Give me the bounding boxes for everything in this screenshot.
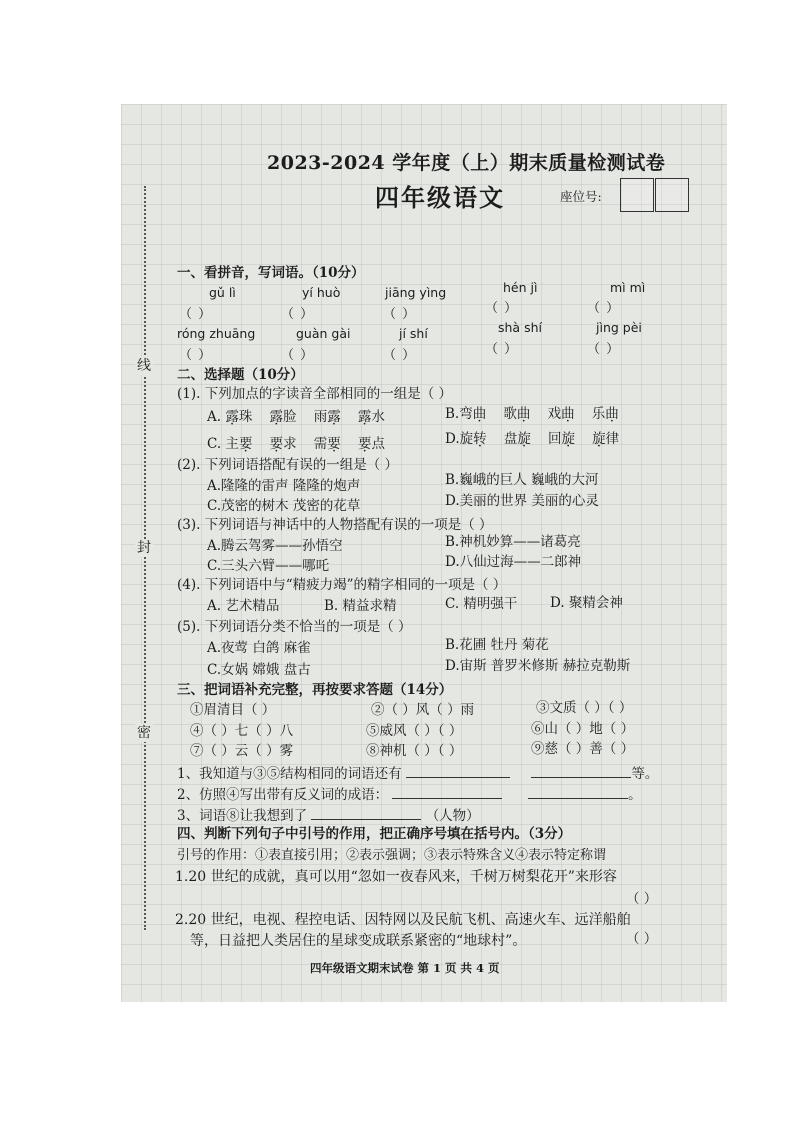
char: 点 <box>371 436 385 452</box>
section4-heading: 四、判断下列句子中引号的作用，把正确序号填在括号内。（3分） <box>177 826 572 842</box>
dotted-char: 旋 <box>517 431 531 447</box>
question-text: 1、我知道与③⑤结构相同的词语还有 <box>177 766 402 782</box>
option-label: B.弯 <box>445 406 473 422</box>
pinyin: jìng pèi <box>596 320 642 335</box>
option-a[interactable] <box>207 408 385 426</box>
section3-question-1 <box>177 763 658 783</box>
option-c[interactable]: C.三头六臂——哪吒 <box>207 558 330 574</box>
section3-heading: 三、把词语补充完整，再按要求答题（14分） <box>177 682 453 698</box>
answer-blank[interactable]: （ ） <box>485 301 519 316</box>
answer-blank[interactable]: （ ） <box>179 307 213 322</box>
pinyin: jí shí <box>399 326 428 341</box>
answer-line[interactable] <box>392 784 502 799</box>
dotted-char: 曲 <box>516 406 531 422</box>
dotted-char: 要 <box>357 436 372 452</box>
question-stem: (1). 下列加点的字读音全部相同的一组是（ ） <box>177 386 452 402</box>
char: 律 <box>605 431 620 447</box>
quote-legend: 引号的作用：①表直接引用；②表示强调；③表示特殊含义④表示特定称谓 <box>177 848 607 863</box>
option-d[interactable]: D.宙斯 普罗米修斯 赫拉克勒斯 <box>445 658 631 674</box>
option-c[interactable]: C. 精明强干 <box>445 596 518 612</box>
pinyin: yí huò <box>302 285 341 300</box>
dotted-char: 露 <box>357 409 372 425</box>
answer-paren[interactable]: （ ） <box>626 931 658 947</box>
dotted-char: 要 <box>327 436 341 452</box>
idiom-blank[interactable]: ③文质（ ）（ ） <box>536 700 633 716</box>
option-b[interactable] <box>445 405 619 423</box>
answer-blank[interactable]: （ ） <box>383 307 417 322</box>
pinyin: gǔ lì <box>209 285 236 300</box>
char: 脸 <box>283 409 297 425</box>
answer-blank[interactable]: （ ） <box>281 307 315 322</box>
idiom-blank[interactable]: ②（ ）风（ ）雨 <box>371 702 475 718</box>
dotted-char: 露 <box>327 409 341 425</box>
idiom-blank[interactable]: ⑦（ ）云（ ）雾 <box>190 743 294 759</box>
dotted-char: 要 <box>269 436 284 452</box>
dotted-char: 旋 <box>561 431 575 447</box>
idiom-blank[interactable]: ⑨慈（ ）善（ ） <box>531 741 635 757</box>
option-label: A. <box>207 409 222 425</box>
question-stem: (5). 下列词语分类不恰当的一项是（ ） <box>177 619 412 635</box>
answer-line[interactable] <box>528 784 628 799</box>
section2-heading: 二、选择题（10分） <box>177 367 304 383</box>
option-c[interactable]: C.女娲 嫦娥 盘古 <box>207 662 311 678</box>
idiom-blank[interactable]: ④（ ）七（ ）八 <box>190 723 294 739</box>
dotted-char: 露 <box>225 409 239 425</box>
question-end: 等。 <box>631 766 659 782</box>
binding-label-xian: 线 <box>137 358 151 374</box>
answer-blank[interactable]: （ ） <box>383 348 417 363</box>
option-a[interactable]: A. 艺术精品 <box>207 598 280 614</box>
seat-number-label: 座位号: <box>560 189 602 204</box>
answer-line[interactable] <box>311 805 421 820</box>
option-a[interactable]: A.夜莺 白鸽 麻雀 <box>207 640 311 656</box>
option-b[interactable]: B. 精益求精 <box>324 598 397 614</box>
char: 回 <box>547 431 562 447</box>
option-d[interactable]: D. 聚精会神 <box>550 595 623 611</box>
exam-subject: 四年级语文 <box>375 183 505 212</box>
char: 珠 <box>238 409 253 425</box>
question-text: 2、仿照④写出带有反义词的成语： <box>177 787 389 803</box>
dotted-char: 曲 <box>472 406 487 422</box>
idiom-blank[interactable]: ①眉清目（ ） <box>190 702 276 718</box>
option-label: D.旋 <box>445 431 474 447</box>
dotted-char: 转 <box>473 431 487 447</box>
answer-blank[interactable]: （ ） <box>587 301 621 316</box>
pinyin: guàn gài <box>296 326 351 341</box>
section1-heading: 一、看拼音，写词语。（10分） <box>177 265 365 281</box>
option-a[interactable]: A.腾云驾雾——孙悟空 <box>207 538 343 554</box>
exam-title: 2023-2024 学年度（上）期末质量检测试卷 <box>267 152 666 174</box>
answer-blank[interactable]: （ ） <box>485 342 519 357</box>
pinyin: jiāng yìng <box>385 285 447 300</box>
question-end: 。 <box>628 787 642 803</box>
option-a[interactable]: A.隆隆的雷声 隆隆的炮声 <box>207 478 361 494</box>
option-c[interactable]: C.茂密的树木 茂密的花草 <box>207 498 361 514</box>
question-stem: (4). 下列词语中与“精疲力竭”的精字相同的一项是（ ） <box>177 577 507 593</box>
binding-label-feng: 封 <box>137 540 151 556</box>
dotted-char: 曲 <box>561 406 575 422</box>
option-b[interactable]: B.神机妙算——诸葛亮 <box>445 534 581 550</box>
char: 乐 <box>591 406 606 422</box>
question-stem: (3). 下列词语与神话中的人物搭配有误的一项是（ ） <box>177 517 493 533</box>
char: 戏 <box>547 406 562 422</box>
dotted-char: 旋 <box>592 431 606 447</box>
answer-blank[interactable]: （ ） <box>179 348 213 363</box>
pinyin: róng zhuāng <box>177 326 256 341</box>
section4-question-2-line2: 等，日益把人类居住的星球变成联系紧密的“地球村”。 <box>190 933 527 949</box>
option-b[interactable]: B.花圃 牡丹 菊花 <box>445 637 549 653</box>
pinyin: mì mì <box>610 280 646 295</box>
option-c[interactable] <box>207 435 385 453</box>
section3-question-3 <box>177 805 480 825</box>
answer-paren[interactable]: （ ） <box>626 891 658 907</box>
page-footer: 四年级语文期末试卷 第 1 页 共 4 页 <box>310 961 500 975</box>
answer-blank[interactable]: （ ） <box>587 342 621 357</box>
section4-question-2-line1: 2.20 世纪，电视、程控电话、因特网以及民航飞机、高速火车、远洋船舶 <box>175 912 631 928</box>
option-d[interactable]: D.八仙过海——二郎神 <box>445 554 582 570</box>
seat-number-box-2[interactable] <box>655 178 689 212</box>
option-label: C. 主 <box>207 436 239 452</box>
dotted-char: 露 <box>269 409 284 425</box>
section3-question-2 <box>177 784 642 804</box>
section4-question-1: 1.20 世纪的成就，真可以用“忽如一夜春风来，千树万树梨花开”来形容 <box>175 869 617 885</box>
dotted-char: 要 <box>238 436 253 452</box>
char: 需 <box>313 436 328 452</box>
char: 盘 <box>503 431 518 447</box>
char: 歌 <box>503 406 517 422</box>
answer-line[interactable] <box>406 763 510 778</box>
idiom-blank[interactable]: ⑤威风（ ）（ ） <box>366 723 463 739</box>
binding-dotted-line <box>144 186 146 930</box>
pinyin: shà shí <box>498 320 542 335</box>
exam-paper <box>121 104 727 1002</box>
answer-blank[interactable]: （ ） <box>281 348 315 363</box>
option-d[interactable] <box>445 430 619 448</box>
char: 水 <box>371 409 385 425</box>
option-d[interactable]: D.美丽的世界 美丽的心灵 <box>445 493 599 509</box>
question-stem: (2). 下列词语搭配有误的一组是（ ） <box>177 457 398 473</box>
question-end: （人物） <box>425 808 480 824</box>
dotted-char: 曲 <box>605 406 619 422</box>
binding-label-mi: 密 <box>137 725 151 741</box>
question-text: 3、词语⑧让我想到了 <box>177 808 308 824</box>
option-b[interactable]: B.巍峨的巨人 巍峨的大河 <box>445 472 599 488</box>
seat-number-box-1[interactable] <box>620 178 654 212</box>
idiom-blank[interactable]: ⑥山（ ）地（ ） <box>531 721 635 737</box>
char: 求 <box>283 436 297 452</box>
answer-line[interactable] <box>531 763 631 778</box>
pinyin: hén jì <box>503 280 538 295</box>
char: 雨 <box>313 409 328 425</box>
idiom-blank[interactable]: ⑧神机（ ）（ ） <box>366 743 463 759</box>
